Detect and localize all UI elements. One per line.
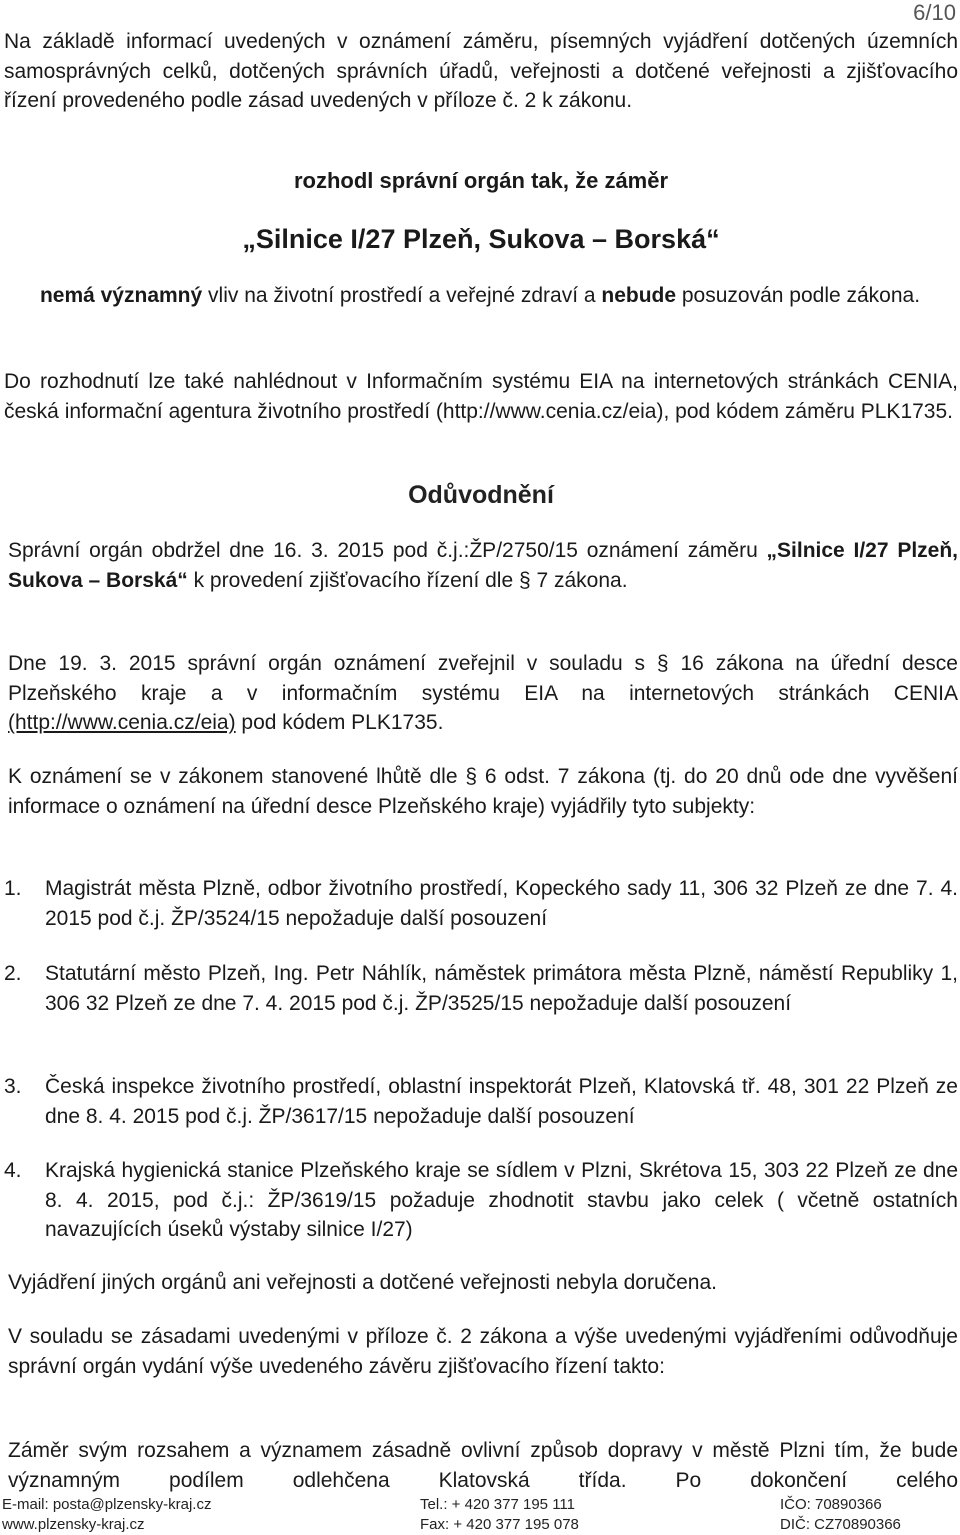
info-paragraph: Do rozhodnutí lze také nahlédnout v Informačním systému EIA na internetových stránkách CENIA, česká informační agentura životního prostředí (http://www.cenia.cz/eia), pod kódem záměru PLK1735.: [4, 370, 958, 423]
project-title: „Silnice I/27 Plzeň, Sukova – Borská“: [242, 224, 720, 254]
deadline-paragraph: K oznámení se v zákonem stanovené lhůtě dle § 6 odst. 7 zákona (tj. do 20 dnů ode dne vyvěšení informace o oznámení na úřední desce Plzeňského kraje) vyjádřily tyto subjekty:: [8, 765, 958, 818]
footer-dic: DIČ: CZ70890366: [780, 1516, 901, 1533]
verdict-not-assessed: nebude: [601, 284, 677, 307]
list-item-text: Krajská hygienická stanice Plzeňského kraje se sídlem v Plzni, Skrétova 15, 303 22 Plzeň ze dne 8. 4. 2015, pod č.j.: ŽP/3619/15 požaduje zhodnotit stavbu jako celek ( včetně ostatních navazujících úseků výstaby silnice I/27): [45, 1159, 958, 1241]
footer-web[interactable]: www.plzensky-kraj.cz: [2, 1516, 145, 1533]
decision-heading: rozhodl správní orgán tak, že záměr: [293, 168, 669, 193]
received-text: Správní orgán obdržel dne 16. 3. 2015 pod č.j.:ŽP/2750/15 oznámení záměru: [8, 539, 767, 562]
cenia-link[interactable]: (http://www.cenia.cz/eia): [8, 711, 236, 734]
footer-email[interactable]: E-mail: posta@plzensky-kraj.cz: [2, 1496, 212, 1513]
verdict-text: vliv na životní prostředí a veřejné zdraví a: [202, 284, 602, 307]
list-item-number: 4.: [4, 1159, 22, 1182]
closing-paragraph: Záměr svým rozsahem a významem zásadně ovlivní způsob dopravy v městě Plzni tím, že bude významným podílem odlehčena Klatovská třída. Po dokončení celého: [8, 1439, 958, 1492]
list-item-text: Magistrát města Plzně, odbor životního prostředí, Kopeckého sady 11, 306 32 Plzeň ze dne 7. 4. 2015 pod č.j. ŽP/3524/15 nepožaduje další posouzení: [45, 877, 958, 930]
reasoning-heading: Odůvodnění: [408, 481, 554, 509]
verdict-end: posuzován podle zákona.: [676, 284, 921, 307]
published-text-end: pod kódem PLK1735.: [235, 711, 444, 734]
page-number: 6/10: [913, 0, 956, 25]
footer-tel: Tel.: + 420 377 195 111: [420, 1496, 575, 1513]
footer-fax: Fax: + 420 377 195 078: [420, 1516, 579, 1533]
verdict-paragraph: [24, 281, 936, 311]
footer-ico: IČO: 70890366: [780, 1496, 882, 1513]
published-text: Dne 19. 3. 2015 správní orgán oznámení zveřejnil v souladu s § 16 zákona na úřední desce Plzeňského kraje a v informačním systému EIA na internetových stránkách CENIA: [8, 652, 958, 705]
received-project-title: „Silnice I/27 Plzeň, Sukova – Borská“: [8, 539, 958, 592]
list-item-text: Statutární město Plzeň, Ing. Petr Náhlík, náměstek primátora města Plzně, náměstí Republiky 1, 306 32 Plzeň ze dne 7. 4. 2015 pod č.j. ŽP/3525/15 nepožaduje další posouzení: [45, 962, 958, 1015]
list-item: [4, 1072, 958, 1131]
list-item: [4, 959, 958, 1018]
no-other-statements: Vyjádření jiných orgánů ani veřejnosti a dotčené veřejnosti nebyla doručena.: [8, 1271, 717, 1294]
received-text-end: k provedení zjišťovacího řízení dle § 7 zákona.: [187, 568, 628, 592]
received-paragraph: [8, 536, 958, 595]
page-footer: [0, 1495, 960, 1535]
list-item-number: 3.: [4, 1075, 22, 1098]
list-item-number: 2.: [4, 962, 22, 985]
published-paragraph: [8, 649, 958, 738]
list-item: [4, 1156, 958, 1245]
list-item-text: Česká inspekce životního prostředí, oblastní inspektorát Plzeň, Klatovská tř. 48, 301 22 Plzeň ze dne 8. 4. 2015 pod č.j. ŽP/3617/15 nepožaduje další posouzení: [45, 1075, 958, 1128]
list-item: [4, 874, 958, 933]
list-item-number: 1.: [4, 877, 22, 900]
verdict-not-significant: nemá významný: [39, 284, 203, 307]
justification-paragraph: V souladu se zásadami uvedenými v příloze č. 2 zákona a výše uvedenými vyjádřeními odůvodňuje správní orgán vydání výše uvedeného závěru zjišťovacího řízení takto:: [8, 1325, 958, 1378]
intro-paragraph: Na základě informací uvedených v oznámení záměru, písemných vyjádření dotčených územních samosprávných celků, dotčených správních úřadů, veřejnosti a dotčené veřejnosti a zjišťovacího řízení provedeného podle zásad uvedených v příloze č. 2 k zákonu.: [4, 30, 958, 112]
